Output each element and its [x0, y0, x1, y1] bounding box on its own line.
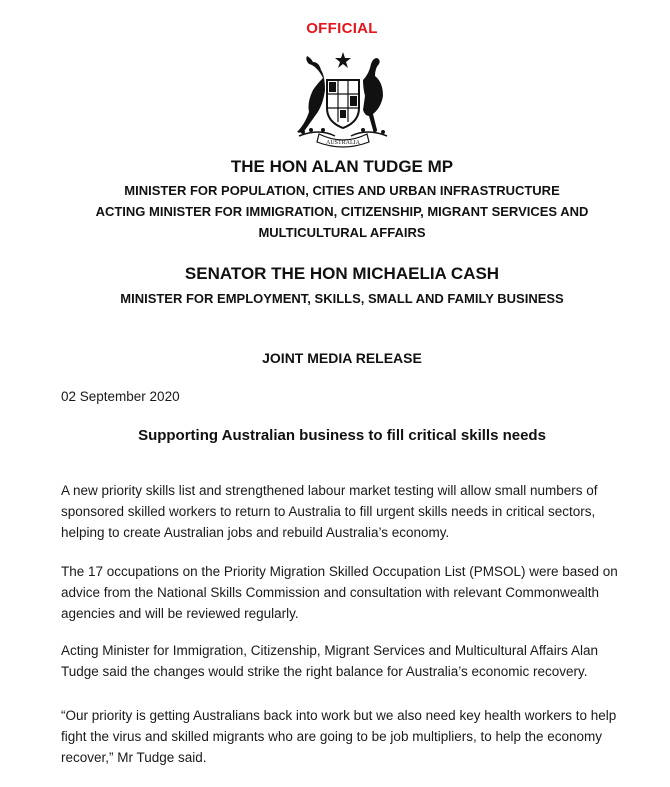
- paragraph-line: agencies and will be reviewed regularly.: [61, 606, 299, 621]
- paragraph-4: [61, 705, 621, 768]
- minister2-role: MINISTER FOR EMPLOYMENT, SKILLS, SMALL AND FAMILY BUSINESS: [120, 291, 564, 306]
- paragraph-line: A new priority skills list and strengthened labour market testing will allow small numbers of: [61, 483, 598, 498]
- minister1-name: THE HON ALAN TUDGE MP: [230, 157, 454, 176]
- paragraph-line: sponsored skilled workers to return to Australia to fill urgent skills needs in critical sectors,: [61, 504, 596, 519]
- release-type: JOINT MEDIA RELEASE: [262, 350, 422, 366]
- paragraph-line: “Our priority is getting Australians back into work but we also need key health workers to help: [61, 708, 617, 723]
- paragraph-3: [61, 640, 621, 682]
- paragraph-line: Acting Minister for Immigration, Citizenship, Migrant Services and Multicultural Affairs Alan: [61, 643, 598, 658]
- paragraph-line: fight the virus and skilled migrants who are going to be job multipliers, to help the economy: [61, 729, 603, 744]
- release-date: 02 September 2020: [61, 389, 180, 404]
- minister2-name: SENATOR THE HON MICHAELIA CASH: [184, 264, 500, 283]
- paragraph-2: [61, 561, 621, 624]
- classification-label: OFFICIAL: [306, 20, 378, 37]
- minister1-role-line3: MULTICULTURAL AFFAIRS: [258, 225, 426, 240]
- emu: [363, 58, 383, 130]
- paragraph-1: [61, 480, 621, 543]
- banner-text: AUSTRALIA: [326, 140, 360, 146]
- release-title: Supporting Australian business to fill critical skills needs: [138, 427, 546, 444]
- star-icon: [335, 52, 351, 68]
- paragraph-line: helping to create Australian jobs and rebuild Australia’s economy.: [61, 525, 450, 540]
- paragraph-line: recover,” Mr Tudge said.: [61, 750, 207, 765]
- paragraph-line: Tudge said the changes would strike the right balance for Australia’s economic recovery.: [61, 664, 588, 679]
- kangaroo: [297, 56, 325, 133]
- minister1-role-line1: MINISTER FOR POPULATION, CITIES AND URBAN INFRASTRUCTURE: [124, 183, 560, 198]
- coat-of-arms-icon: [279, 50, 407, 150]
- paragraph-line: The 17 occupations on the Priority Migration Skilled Occupation List (PMSOL) were based on: [61, 564, 618, 579]
- paragraph-line: advice from the National Skills Commission and consultation with relevant Commonwealth: [61, 585, 599, 600]
- minister1-role-line2: ACTING MINISTER FOR IMMIGRATION, CITIZENSHIP, MIGRANT SERVICES AND: [95, 204, 589, 219]
